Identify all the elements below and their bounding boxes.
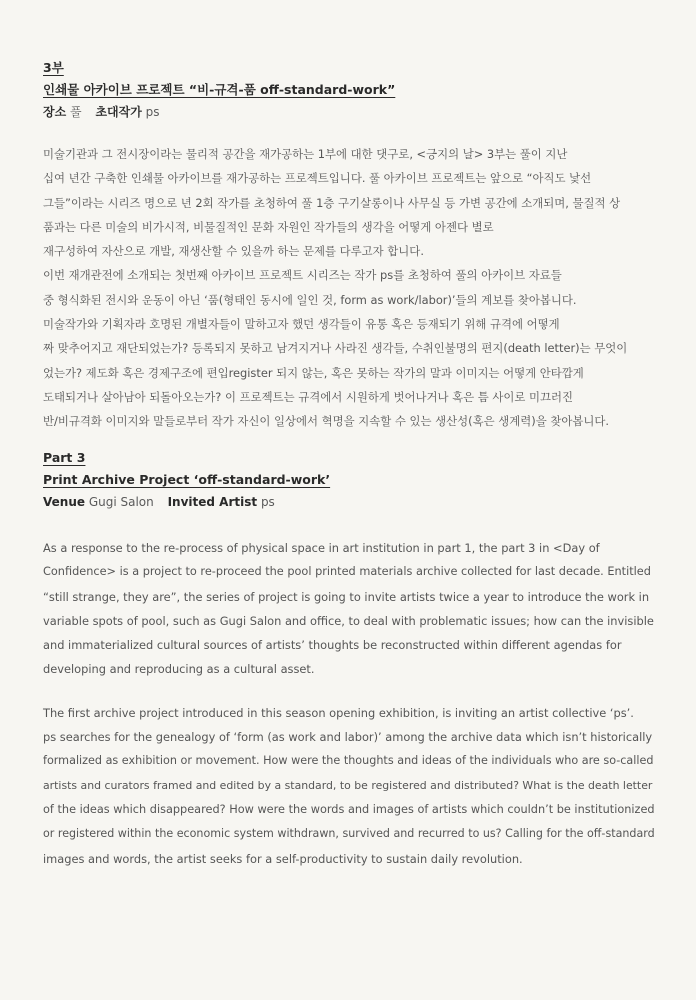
body-line: or registered within the economic system withdrawn, survived and recurred to us? Calling for the off-standard [43, 827, 655, 841]
body-line: of the ideas which disappeared? How were the words and images of artists which couldn’t be institutionized [43, 802, 655, 816]
paragraph [43, 536, 655, 682]
project-title: Print Archive Project ‘off-standard-work’ [43, 472, 331, 487]
body-line: 십여 년간 구축한 인쇄물 아카이브를 재가공하는 프로젝트입니다. 풀 아카이브 프로젝트는 앞으로 “아직도 낯선 [43, 171, 592, 186]
part-heading: 3부 [43, 60, 64, 75]
body-line: formalized as exhibition or movement. How were the thoughts and ideas of the individuals who are so-called [43, 754, 654, 768]
venue-value: Gugi Salon [88, 495, 154, 509]
body-line: artists and curators framed and edited by a standard, to be registered and distributed? What is the death letter [43, 778, 653, 792]
venue-value: 풀 [70, 105, 82, 119]
artist-label: Invited Artist [167, 495, 258, 509]
body-line: 짜 맞추어지고 재단되었는가? 등록되지 못하고 남겨지거나 사라진 생각들, 수취인불명의 편지(death letter)는 무엇이 [43, 341, 628, 356]
body-line: and immaterialized cultural sources of artists’ thoughts be reconstructed within different agendas for [43, 638, 622, 653]
korean-body [43, 142, 655, 434]
body-line: 이번 재개관전에 소개되는 첫번째 아카이브 프로젝트 시리즈는 작가 ps를 초청하여 풀의 아카이브 자료들 [43, 268, 562, 283]
artist-value: ps [260, 495, 275, 509]
body-line: 도태되거나 살아남아 되돌아오는가? 이 프로젝트는 규격에서 시원하게 벗어나거나 혹은 틈 사이로 미끄러진 [43, 389, 574, 404]
body-line: 재구성하여 자산으로 개발, 재생산할 수 있을까 하는 문제를 다루고자 합니다. [43, 244, 424, 259]
body-line: 미술기관과 그 전시장이라는 물리적 공간을 재가공하는 1부에 대한 댓구로, <긍지의 날> 3부는 풀이 지난 [43, 147, 568, 161]
project-title: 인쇄물 아카이브 프로젝트 “비-규격-품 off-standard-work” [43, 82, 396, 97]
body-line: 그들”이라는 시리즈 명으로 년 2회 작가를 초청하여 풀 1층 구기살롱이나 사무실 등 가변 공간에 소개되며, 물질적 상 [43, 195, 621, 210]
venue-artist-line [43, 102, 655, 124]
body-line: developing and reproducing as a cultural asset. [43, 662, 315, 677]
paragraph [43, 701, 655, 871]
body-line: variable spots of pool, such as Gugi Salon and office, to deal with problematic issues; how can the invisible [43, 613, 654, 628]
body-line: As a response to the re-process of physical space in art institution in part 1, the part 3 in <Day of [43, 541, 600, 555]
english-body [43, 536, 655, 871]
artist-label: 초대작가 [95, 105, 142, 119]
body-line: 반/비규격화 이미지와 말들로부터 작가 자신이 일상에서 혁명을 지속할 수 있는 생산성(혹은 생계력)을 찾아봅니다. [43, 414, 609, 429]
body-line: ps searches for the genealogy of ‘form (as work and labor)’ among the archive data which isn’t historically [43, 730, 653, 745]
body-line: 었는가? 제도화 혹은 경제구조에 편입register 되지 않는, 혹은 못하는 작가의 말과 이미지는 어떻게 안타깝게 [43, 365, 584, 380]
venue-label: 장소 [43, 105, 67, 119]
body-line: The first archive project introduced in this season opening exhibition, is inviting an artist collective ‘ps’. [43, 705, 634, 720]
venue-artist-line [43, 492, 655, 514]
korean-section [43, 58, 655, 434]
english-section [43, 448, 655, 871]
venue-label: Venue [43, 495, 85, 509]
body-line: 미술작가와 기획자라 호명된 개별자들이 말하고자 했던 생각들이 유통 혹은 등재되기 위해 규격에 어떻게 [43, 317, 560, 332]
body-line: images and words, the artist seeks for a self-productivity to sustain daily revolution. [43, 851, 523, 866]
body-line: 중 형식화된 전시와 운동이 아닌 ‘품(형태인 동시에 일인 것, form as work/labor)’들의 계보를 찾아봅니다. [43, 292, 577, 307]
body-line: “still strange, they are”, the series of project is going to invite artists twice a year to introduce the work in [43, 589, 650, 604]
body-line: 품과는 다른 미술의 비가시적, 비물질적인 문화 자원인 작가들의 생각을 어떻게 아젠다 별로 [43, 219, 494, 234]
body-line: Confidence> is a project to re-proceed the pool printed materials archive collected for last decade. Entitled [43, 565, 651, 579]
part-heading: Part 3 [43, 450, 86, 465]
artist-value: ps [145, 105, 160, 119]
